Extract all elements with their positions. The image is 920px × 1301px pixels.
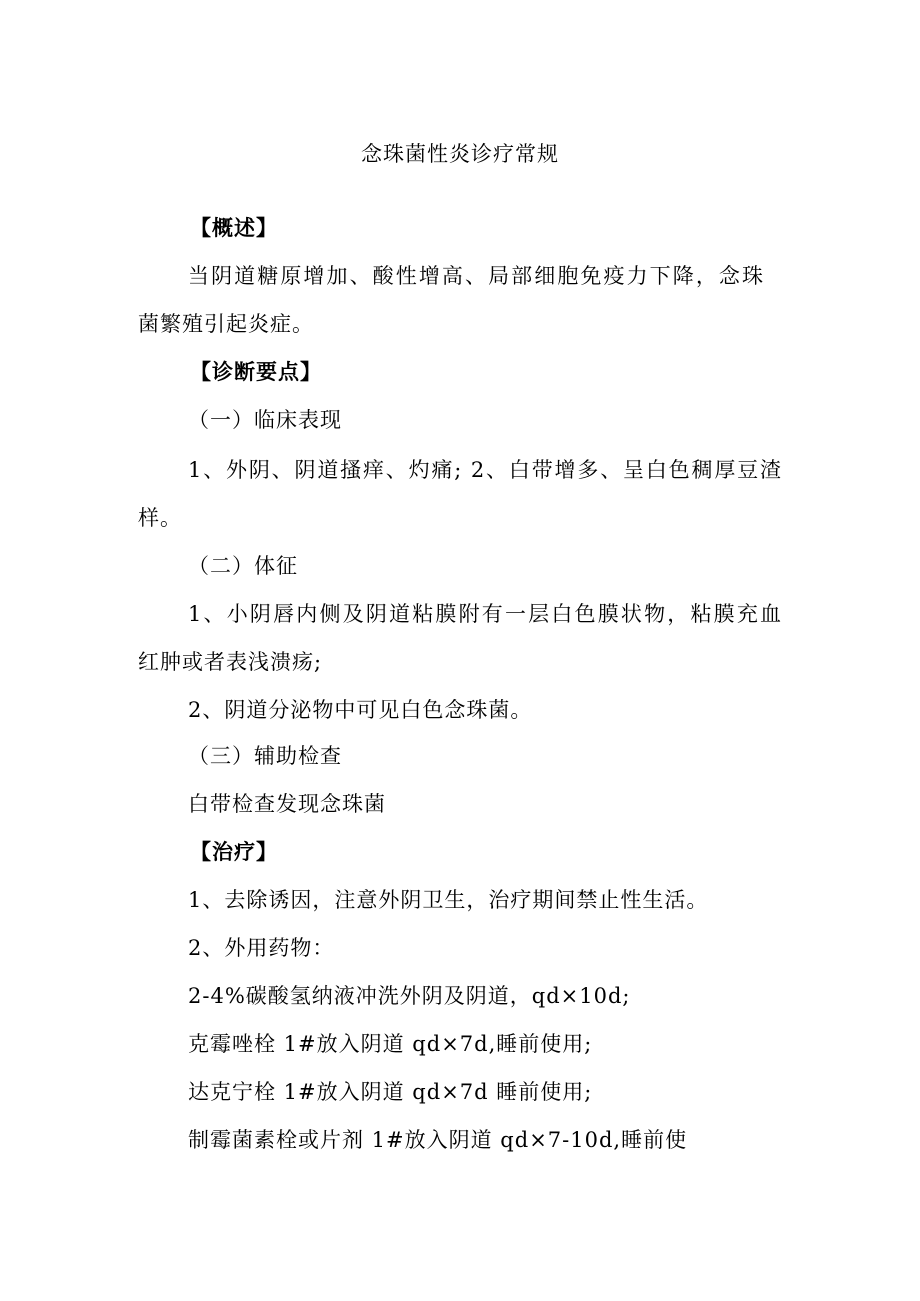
overview-heading: 【概述】 <box>190 216 278 240</box>
overview-text-line-1: 当阴道糖原增加、酸性增高、局部细胞免疫力下降，念珠 <box>188 264 764 288</box>
signs-item-1-line-1: 1、小阴唇内侧及阴道粘膜附有一层白色膜状物，粘膜充血 <box>188 602 782 626</box>
treatment-heading: 【治疗】 <box>190 840 278 864</box>
auxiliary-subheading: （三）辅助检查 <box>188 744 342 768</box>
clinical-subheading: （一）临床表现 <box>188 408 342 432</box>
clinical-line-2: 样。 <box>138 506 182 530</box>
signs-subheading: （二）体征 <box>188 554 298 578</box>
overview-text-line-2: 菌繁殖引起炎症。 <box>138 312 314 336</box>
treatment-drug-2: 克霉唑栓 1#放入阴道 qd×7d,睡前使用; <box>188 1032 593 1056</box>
signs-item-1-line-2: 红肿或者表浅溃疡; <box>138 650 323 674</box>
clinical-line-1: 1、外阴、阴道搔痒、灼痛; 2、白带增多、呈白色稠厚豆渣 <box>188 458 782 482</box>
document-title: 念珠菌性炎诊疗常规 <box>361 142 559 166</box>
treatment-drug-1: 2-4%碳酸氢纳液冲洗外阴及阴道，qd×10d; <box>188 984 631 1008</box>
treatment-drug-4: 制霉菌素栓或片剂 1#放入阴道 qd×7-10d,睡前使 <box>188 1128 688 1152</box>
treatment-item-2: 2、外用药物： <box>188 936 335 960</box>
diagnosis-heading: 【诊断要点】 <box>190 360 322 384</box>
treatment-drug-3: 达克宁栓 1#放入阴道 qd×7d 睡前使用; <box>188 1080 593 1104</box>
treatment-item-1: 1、去除诱因，注意外阴卫生，治疗期间禁止性生活。 <box>188 888 709 912</box>
signs-item-2: 2、阴道分泌物中可见白色念珠菌。 <box>188 698 533 722</box>
auxiliary-text: 白带检查发现念珠菌 <box>188 792 386 816</box>
